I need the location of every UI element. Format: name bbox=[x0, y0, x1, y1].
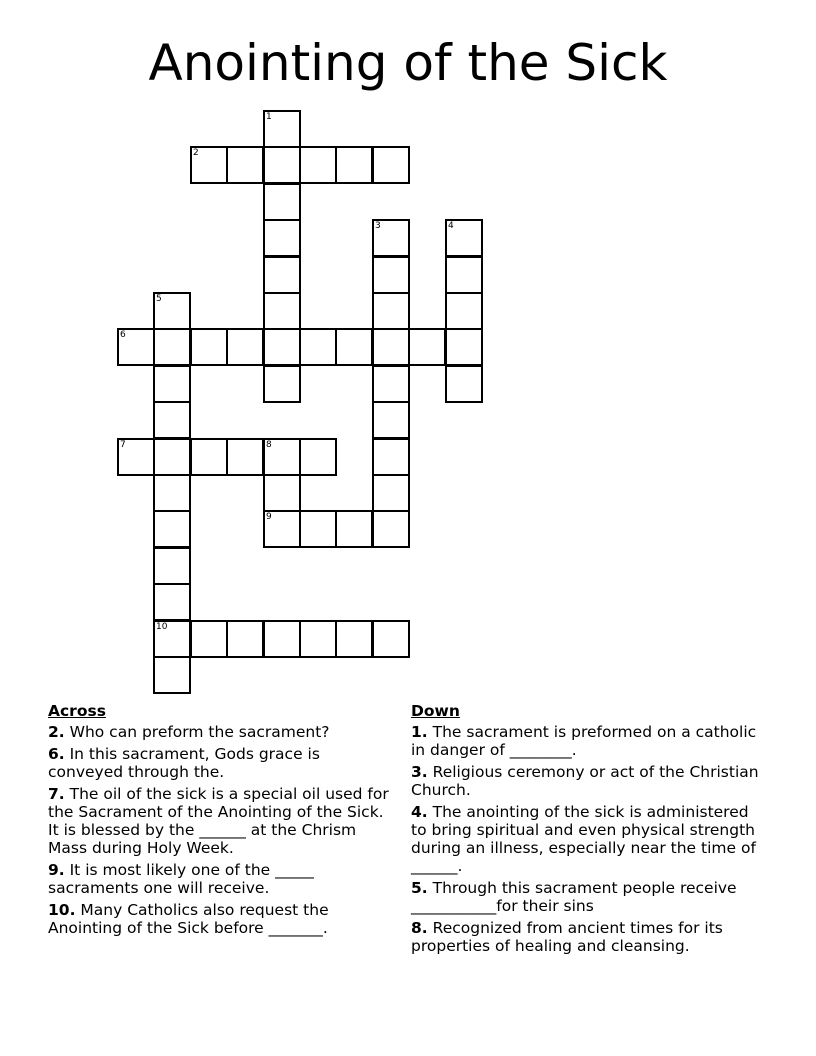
grid-cell[interactable] bbox=[263, 438, 301, 476]
grid-cell[interactable] bbox=[299, 510, 337, 548]
clue-text: The sacrament is preformed on a catholic in danger of ________. bbox=[411, 723, 757, 759]
clue-across-6 bbox=[48, 745, 393, 781]
clue-text: The oil of the sick is a special oil used for the Sacrament of the Anointing of the Sick. It is blessed by the ______ at the Chrism Mass during Holy Week. bbox=[48, 785, 389, 857]
grid-cell[interactable] bbox=[153, 365, 191, 403]
grid-cell[interactable] bbox=[153, 547, 191, 585]
clue-text: It is most likely one of the _____ sacraments one will receive. bbox=[48, 861, 314, 897]
grid-cell[interactable] bbox=[153, 292, 191, 330]
clue-number: 3. bbox=[411, 763, 428, 781]
grid-cell[interactable] bbox=[153, 438, 191, 476]
cell-number: 7 bbox=[120, 440, 126, 450]
grid-cell[interactable] bbox=[153, 328, 191, 366]
grid-cell[interactable] bbox=[335, 620, 373, 658]
grid-cell[interactable] bbox=[263, 219, 301, 257]
across-heading: Across bbox=[48, 702, 106, 720]
clue-down-3 bbox=[411, 763, 761, 799]
clue-across-9 bbox=[48, 861, 393, 897]
clue-number: 7. bbox=[48, 785, 65, 803]
grid-cell[interactable] bbox=[153, 510, 191, 548]
grid-cell[interactable] bbox=[263, 292, 301, 330]
grid-cell[interactable] bbox=[299, 146, 337, 184]
puzzle-title: Anointing of the Sick bbox=[148, 34, 668, 92]
clue-text: In this sacrament, Gods grace is conveyed through the. bbox=[48, 745, 320, 781]
down-heading: Down bbox=[411, 702, 460, 720]
clue-down-5 bbox=[411, 879, 761, 915]
grid-cell[interactable] bbox=[190, 620, 228, 658]
grid-cell[interactable] bbox=[226, 438, 264, 476]
grid-cell[interactable] bbox=[445, 256, 483, 294]
grid-cell[interactable] bbox=[190, 438, 228, 476]
clue-text: Through this sacrament people receive ___________for their sins bbox=[411, 879, 737, 915]
grid-cell[interactable] bbox=[263, 183, 301, 221]
cell-number: 10 bbox=[156, 622, 168, 632]
grid-cell[interactable] bbox=[153, 474, 191, 512]
grid-cell[interactable] bbox=[372, 219, 410, 257]
grid-cell[interactable] bbox=[263, 365, 301, 403]
grid-cell[interactable] bbox=[190, 146, 228, 184]
grid-cell[interactable] bbox=[263, 256, 301, 294]
grid-cell[interactable] bbox=[372, 365, 410, 403]
down-clues bbox=[411, 702, 761, 959]
across-clues bbox=[48, 702, 393, 941]
cell-number: 6 bbox=[120, 330, 126, 340]
clue-number: 1. bbox=[411, 723, 428, 741]
grid-cell[interactable] bbox=[153, 401, 191, 439]
grid-cell[interactable] bbox=[335, 510, 373, 548]
grid-cell[interactable] bbox=[445, 292, 483, 330]
grid-cell[interactable] bbox=[153, 583, 191, 621]
grid-cell[interactable] bbox=[372, 256, 410, 294]
clue-number: 4. bbox=[411, 803, 428, 821]
grid-cell[interactable] bbox=[226, 328, 264, 366]
grid-cell[interactable] bbox=[335, 146, 373, 184]
grid-cell[interactable] bbox=[372, 510, 410, 548]
grid-cell[interactable] bbox=[372, 292, 410, 330]
grid-cell[interactable] bbox=[226, 146, 264, 184]
grid-cell[interactable] bbox=[263, 146, 301, 184]
clue-number: 5. bbox=[411, 879, 428, 897]
clue-down-1 bbox=[411, 723, 761, 759]
grid-cell[interactable] bbox=[153, 620, 191, 658]
clue-number: 2. bbox=[48, 723, 65, 741]
clue-number: 9. bbox=[48, 861, 65, 879]
grid-cell[interactable] bbox=[408, 328, 446, 366]
clue-number: 8. bbox=[411, 919, 428, 937]
cell-number: 4 bbox=[448, 221, 454, 231]
clue-across-2 bbox=[48, 723, 393, 741]
grid-cell[interactable] bbox=[263, 474, 301, 512]
cell-number: 5 bbox=[156, 294, 162, 304]
clue-text: Many Catholics also request the Anointing of the Sick before _______. bbox=[48, 901, 329, 937]
grid-cell[interactable] bbox=[153, 656, 191, 694]
clue-text: Who can preform the sacrament? bbox=[64, 723, 330, 741]
clue-number: 10. bbox=[48, 901, 76, 919]
grid-cell[interactable] bbox=[372, 474, 410, 512]
grid-cell[interactable] bbox=[372, 620, 410, 658]
grid-cell[interactable] bbox=[299, 438, 337, 476]
cell-number: 9 bbox=[266, 512, 272, 522]
clue-down-8 bbox=[411, 919, 761, 955]
grid-cell[interactable] bbox=[445, 219, 483, 257]
grid-cell[interactable] bbox=[335, 328, 373, 366]
grid-cell[interactable] bbox=[263, 620, 301, 658]
grid-cell[interactable] bbox=[117, 328, 155, 366]
clue-text: Religious ceremony or act of the Christian Church. bbox=[411, 763, 759, 799]
grid-cell[interactable] bbox=[372, 328, 410, 366]
clue-text: Recognized from ancient times for its properties of healing and cleansing. bbox=[411, 919, 723, 955]
grid-cell[interactable] bbox=[263, 328, 301, 366]
cell-number: 1 bbox=[266, 112, 272, 122]
grid-cell[interactable] bbox=[226, 620, 264, 658]
grid-cell[interactable] bbox=[372, 401, 410, 439]
clue-number: 6. bbox=[48, 745, 65, 763]
clue-across-7 bbox=[48, 785, 393, 857]
grid-cell[interactable] bbox=[263, 510, 301, 548]
grid-cell[interactable] bbox=[117, 438, 155, 476]
grid-cell[interactable] bbox=[263, 110, 301, 148]
cell-number: 3 bbox=[375, 221, 381, 231]
clue-down-4 bbox=[411, 803, 761, 875]
grid-cell[interactable] bbox=[372, 438, 410, 476]
clue-across-10 bbox=[48, 901, 393, 937]
grid-cell[interactable] bbox=[445, 328, 483, 366]
cell-number: 2 bbox=[193, 148, 199, 158]
grid-cell[interactable] bbox=[372, 146, 410, 184]
grid-cell[interactable] bbox=[299, 328, 337, 366]
grid-cell[interactable] bbox=[190, 328, 228, 366]
grid-cell[interactable] bbox=[299, 620, 337, 658]
cell-number: 8 bbox=[266, 440, 272, 450]
grid-cell[interactable] bbox=[445, 365, 483, 403]
clue-text: The anointing of the sick is administered to bring spiritual and even physical strength during an illness, especially near the time of ______. bbox=[411, 803, 756, 875]
